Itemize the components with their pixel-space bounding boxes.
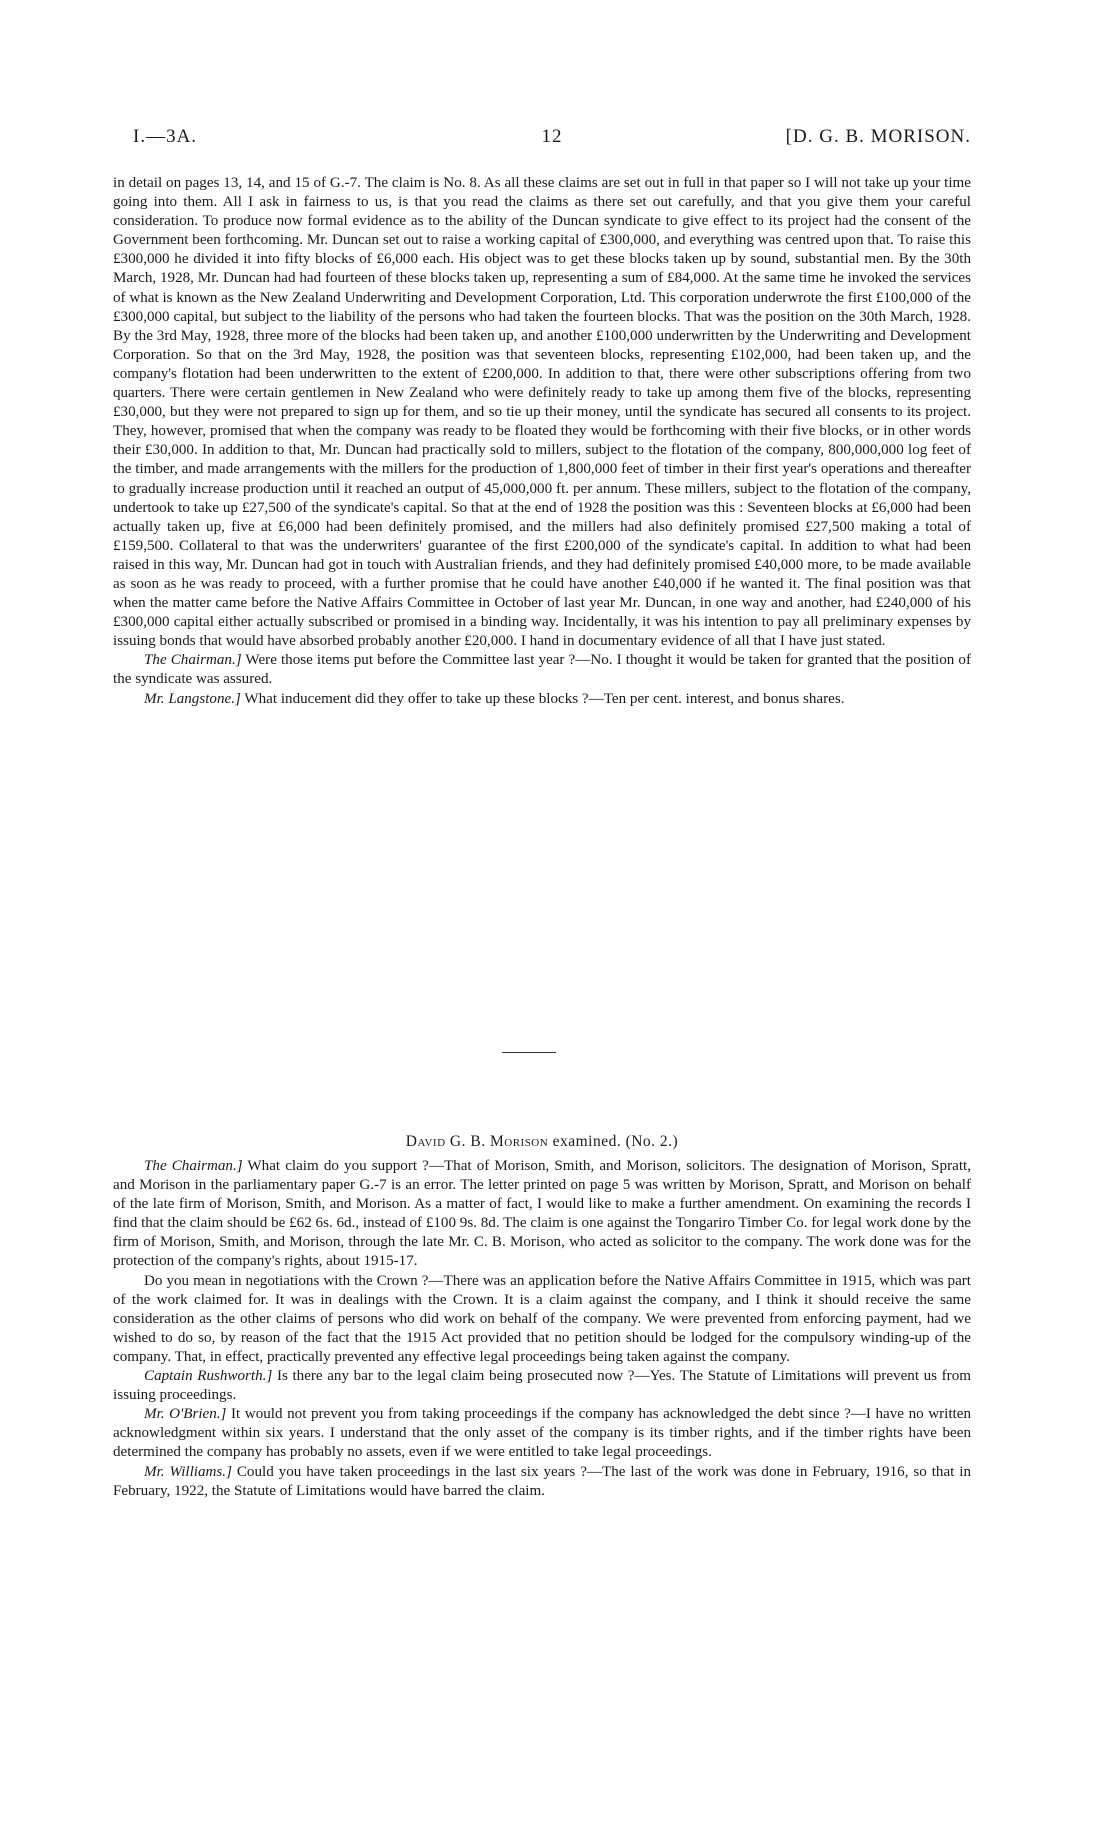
- speaker-label: The Chairman.]: [144, 652, 242, 669]
- testimony-paragraph: [113, 1405, 971, 1462]
- paragraph-text: Is there any bar to the legal claim being prosecuted now ?—Yes. The Statute of Limitations will prevent us from issuing proceedings.: [113, 1368, 972, 1404]
- testimony-paragraph: [113, 651, 971, 689]
- page-number: 12: [541, 126, 563, 147]
- speaker-label: Mr. Williams.]: [144, 1463, 232, 1480]
- paragraph-text: What inducement did they offer to take up these blocks ?—Ten per cent. interest, and bonus shares.: [240, 690, 845, 707]
- testimony-continued: [113, 174, 971, 709]
- witness-last-name: Morison: [489, 1133, 549, 1150]
- section-divider: [502, 1052, 556, 1053]
- testimony-paragraph: [113, 1157, 971, 1272]
- testimony-examination: [113, 1157, 971, 1501]
- speaker-label: Mr. Langstone.]: [144, 690, 241, 707]
- witness-reference: [D. G. B. MORISON.: [785, 126, 971, 147]
- paper-reference: I.—3A.: [133, 126, 198, 147]
- testimony-paragraph: [113, 174, 971, 651]
- witness-heading: [113, 1133, 971, 1151]
- testimony-paragraph: [113, 1367, 971, 1405]
- paragraph-text: Do you mean in negotiations with the Crown ?—There was an application before the Native Affairs Committee in 1915, which was part of the work claimed for. It was in dealings with the Crown. It is a claim against the company, and I think it should receive the same consideration as the other claims of persons who did work on behalf of the company. We were prevented from enforcing payment, had we wished to do so, by reason of the fact that the 1915 Act provided that no petition should be lodged for the compulsory winding-up of the company. That, in effect, practically prevented any effective legal proceedings being taken against the company.: [113, 1272, 971, 1365]
- heading-rest: examined. (No. 2.): [552, 1133, 679, 1150]
- paragraph-text: It would not prevent you from taking proceedings if the company has acknowledged the debt since ?—I have no written acknowledgment within six years. I understand that the only asset of the company is its timber rights, and if the timber rights have been determined the company has probably no assets, even if we were entitled to take legal proceedings.: [113, 1406, 971, 1461]
- speaker-label: Captain Rushworth.]: [144, 1368, 273, 1385]
- paragraph-text: in detail on pages 13, 14, and 15 of G.-7. The claim is No. 8. As all these claims are set out in full in that paper so I will not take up your time going into them. All I ask in fairness to us, is that you read the claims as there set out carefully, and that you give them your careful consideration. To produce now formal evidence as to the ability of the Duncan syndicate to give effect to its project had the consent of the Government been forthcoming. Mr. Duncan set out to raise a working capital of £300,000, and everything was centred upon that. To raise this £300,000 he divided it into fifty blocks of £6,000 each. His object was to get these blocks taken up by sound, substantial men. By the 30th March, 1928, Mr. Duncan had had fourteen of these blocks taken up, representing a sum of £84,000. At the same time he invoked the services of what is known as the New Zealand Underwriting and Development Corporation, Ltd. This corporation underwrote the first £100,000 of the £300,000 capital, but subject to the liability of the persons who had taken the fourteen blocks. That was the position on the 30th March, 1928. By the 3rd May, 1928, three more of the blocks had been taken up, and another £100,000 underwritten by the Underwriting and Development Corporation. So that on the 3rd May, 1928, the position was that seventeen blocks, representing £102,000, had been taken up, and the company's flotation had been underwritten to the extent of £200,000. In addition to that, there were other subscriptions offering from two quarters. There were certain gentlemen in New Zealand who were definitely ready to take up among them five of the blocks, representing £30,000, but they were not prepared to sign up for them, and so tie up their money, until the syndicate has secured all consents to its project. They, however, promised that when the company was ready to be floated they would be forthcoming with their five blocks, or in other words their £30,000. In addition to that, Mr. Duncan had practically sold to millers, subject to the flotation of the company, 800,000,000 log feet of the timber, and made arrangements with the millers for the production of 1,800,000 feet of timber in their first year's operations and thereafter to gradually increase production until it reached an output of 45,000,000 ft. per annum. These millers, subject to the flotation of the company, undertook to take up £27,500 of the syndicate's capital. So that at the end of 1928 the position was this : Seventeen blocks at £6,000 had been actually taken up, five at £6,000 had been definitely promised, and the millers had also definitely promised £27,500 making a total of £159,500. Collateral to that was the underwriters' guarantee of the first £200,000 of the syndicate's capital. In addition to what had been raised in this way, Mr. Duncan had got in touch with Australian friends, and they had definitely promised £40,000 more, to be made available as soon as he was ready to proceed, with a further promise that he could have another £40,000 if he wanted it. The final position was that when the matter came before the Native Affairs Committee in October of last year Mr. Duncan, in one way and another, had £240,000 of his £300,000 capital either actually subscribed or promised in a binding way. Incidentally, it was his intention to pay all preliminary expenses by issuing bonds that would have absorbed probably another £20,000. I hand in documentary evidence of all that I have just stated.: [113, 175, 971, 650]
- witness-initials: G. B.: [449, 1133, 486, 1150]
- witness-first-name: David: [405, 1133, 446, 1150]
- speaker-label: Mr. O'Brien.]: [144, 1406, 227, 1423]
- paragraph-text: Could you have taken proceedings in the last six years ?—The last of the work was done in February, 1916, so that in February, 1922, the Statute of Limitations would have barred the claim.: [113, 1463, 971, 1499]
- testimony-paragraph: [113, 1463, 971, 1501]
- testimony-paragraph: [113, 1272, 971, 1367]
- paragraph-text: Were those items put before the Committee last year ?—No. I thought it would be taken for granted that the position of the syndicate was assured.: [113, 652, 971, 688]
- speaker-label: The Chairman.]: [144, 1158, 243, 1174]
- paragraph-text: What claim do you support ?—That of Morison, Smith, and Morison, solicitors. The designation of Morison, Spratt, and Morison in the parliamentary paper G.-7 is an error. The letter printed on page 5 was written by Morison, Spratt, and Morison on behalf of the late firm of Morison, Smith, and Morison. As a matter of fact, I would like to make a further amendment. On examining the records I find that the claim should be £62 6s. 6d., instead of £100 9s. 8d. The claim is one against the Tongariro Timber Co. for legal work done by the firm of Morison, Smith, and Morison, through the late Mr. C. B. Morison, who acted as solicitor to the company. The work done was for the protection of the company's rights, about 1915-17.: [113, 1158, 971, 1270]
- testimony-paragraph: [113, 690, 971, 709]
- page-header: [133, 126, 971, 154]
